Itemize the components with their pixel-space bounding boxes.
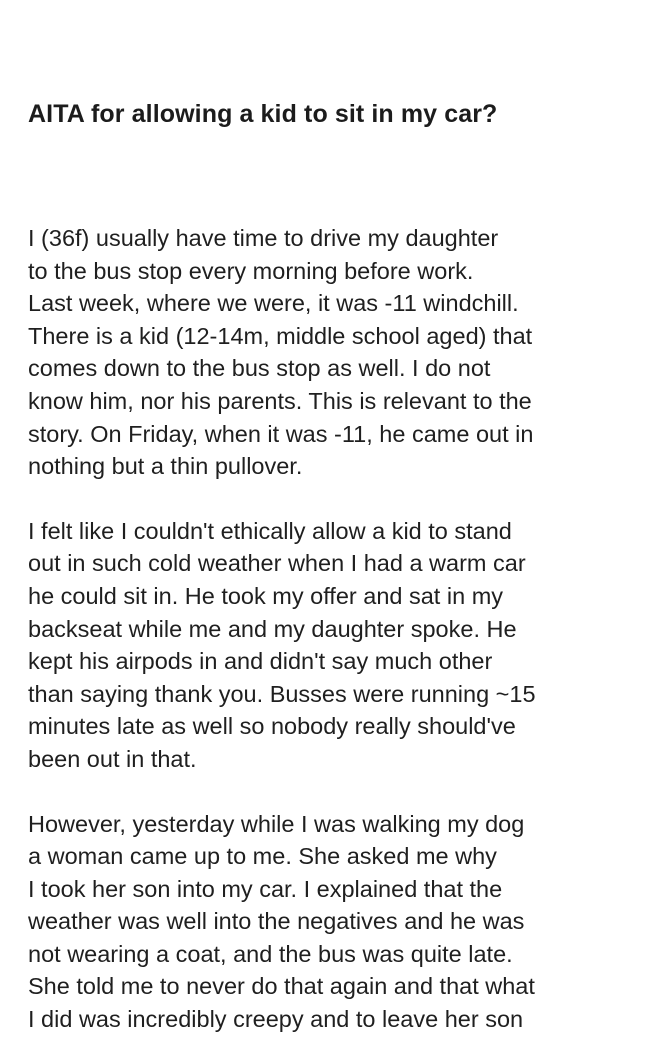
text-line: comes down to the bus stop as well. I do not (28, 355, 491, 382)
post-paragraph-1 (28, 222, 626, 483)
text-line-cut-off: I did was incredibly creepy and to leave her son (28, 1006, 524, 1033)
text-line: She told me to never do that again and that what (28, 973, 535, 1000)
text-line: not wearing a coat, and the bus was quite late. (28, 940, 513, 967)
text-line: backseat while me and my daughter spoke. He (28, 615, 517, 642)
text-line: a woman came up to me. She asked me why (28, 843, 497, 870)
text-line: to the bus stop every morning before work. (28, 257, 474, 284)
text-line: than saying thank you. Busses were running ~15 (28, 680, 536, 707)
text-line: However, yesterday while I was walking my dog (28, 810, 525, 837)
text-line: know him, nor his parents. This is relevant to the (28, 387, 532, 414)
text-line: I (36f) usually have time to drive my daughter (28, 225, 499, 251)
text-line: Last week, where we were, it was -11 windchill. (28, 290, 519, 317)
text-line: he could sit in. He took my offer and sat in my (28, 582, 504, 609)
post-paragraph-3 (28, 808, 626, 1033)
post-body (28, 222, 626, 1049)
text-line: I felt like I couldn't ethically allow a kid to stand (28, 517, 512, 544)
post-title: AITA for allowing a kid to sit in my car? (28, 100, 498, 128)
text-line: nothing but a thin pullover. (28, 453, 303, 480)
text-line: minutes late as well so nobody really should've (28, 713, 516, 740)
text-line: been out in that. (28, 745, 197, 772)
text-line: story. On Friday, when it was -11, he came out in (28, 420, 534, 447)
text-line: weather was well into the negatives and he was (28, 908, 525, 935)
text-line: kept his airpods in and didn't say much other (28, 648, 493, 675)
text-line: out in such cold weather when I had a warm car (28, 550, 526, 577)
text-line: I took her son into my car. I explained that the (28, 875, 503, 902)
post-paragraph-2 (28, 515, 626, 776)
text-line: There is a kid (12-14m, middle school aged) that (28, 322, 533, 349)
